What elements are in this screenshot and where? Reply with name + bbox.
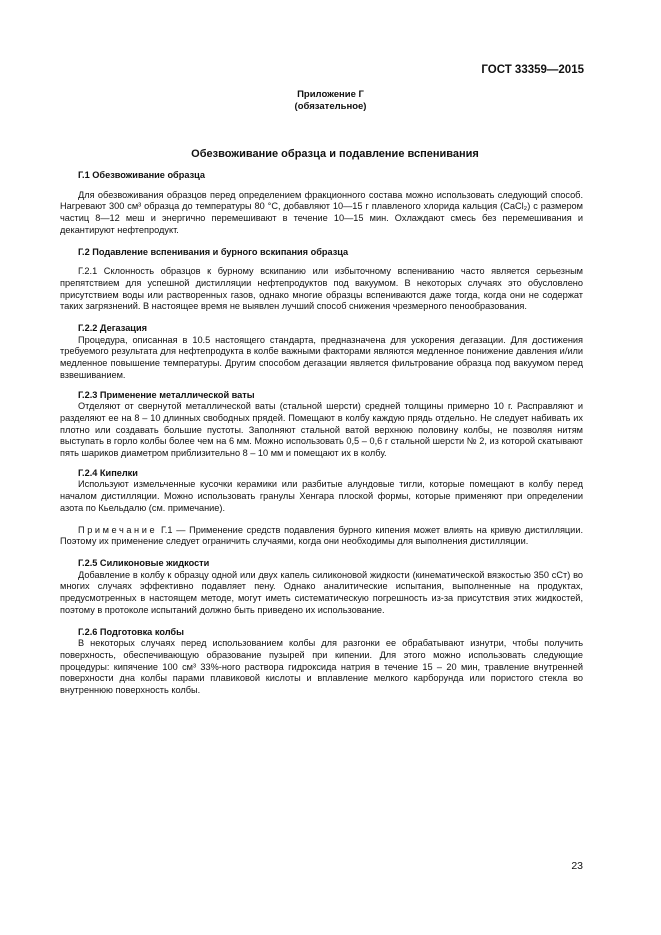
section-text-g25: Добавление в колбу к образцу одной или двух капель силиконовой жидкости (кинематической вязкостью 350 cСт) во многих случаях эффективно подавляет пену. Однако аналитические испытания, выполненные на продуктах, предусмотренных в настоящем методе, могут иметь систематическую погрешность из-за присутствия этих жидкостей, поэтому в протоколе испытаний должно быть приведено их использование. [60, 569, 583, 615]
section-heading-g26: Г.2.6 Подготовка колбы [78, 626, 184, 637]
annex-title: Приложение Г [297, 89, 364, 100]
annex-status: (обязательное) [294, 100, 367, 112]
section-text-g1: Для обезвоживания образцов перед определением фракционного состава можно использовать следующий способ. Нагревают 300 см³ образца до температуры 80 °C, добавляют 10—15 г плавленого хлорида кальция (CaCl₂) с размером частиц 8—12 меш и энергично перемешивают в течение 10—15 мин. Охлаждают смесь без перемешивания и декантируют нефтепродукт. [60, 189, 583, 235]
section-heading-g25: Г.2.5 Силиконовые жидкости [78, 557, 210, 568]
section-heading-g23: Г.2.3 Применение металлической ваты [78, 389, 255, 400]
section-heading-g2: Г.2 Подавление вспенивания и бурного вскипания образца [78, 246, 349, 257]
section-heading-g1: Г.1 Обезвоживание образца [78, 170, 206, 180]
note-label: Примечание [78, 524, 158, 535]
main-title: Обезвоживание образца и подавление вспенивания [191, 148, 479, 160]
note-text: Г.1 — Применение средств подавления бурного кипения может влиять на кривую дистилляции. Поэтому их применение следует ограничить случаями, когда они необходимы для выполнения дистилляции. [60, 524, 583, 547]
section-heading-g24: Г.2.4 Кипелки [78, 467, 138, 478]
section-heading-g22: Г.2.2 Дегазация [78, 323, 147, 334]
section-text-g21: Г.2.1 Склонность образцов к бурному вскипанию или избыточному вспениванию часто является серьезным препятствием для успешной дистилляции нефтепродуктов под вакуумом. В некоторых случаях это обусловлено присутствием воды или растворенных газов, однако многие образцы вспениваются даже тогда, когда они не содержат таких загрязнений. В настоящее время не выявлен лучший способ снижения чрезмерного пенообразования. [60, 266, 583, 312]
section-text-g24: Используют измельченные кусочки керамики или разбитые алундовые тигли, которые помещают в колбу перед началом дистилляции. Можно использовать гранулы Хенгара плоской формы, которые применяют при определении азота по Кьельдалю (см. примечание). [60, 479, 583, 513]
document-body [60, 170, 583, 697]
document-code: ГОСТ 33359—2015 [481, 64, 584, 76]
note-g24 [60, 525, 583, 548]
section-text-g23: Отделяют от свернутой металлической ваты (стальной шерсти) средней толщины примерно 10 г. Расправляют и разделяют ее на 8 – 10 длинных свободных прядей. Помещают в колбу каждую прядь отдельно. Не следует набивать их плотно или создавать большие пустоты. Заполняют стальной ватой верхнюю половину колбы, не позволяя нитям выступать в горло колбы более чем на 6 мм. Можно использовать 0,5 – 0,6 г стальной шерсти № 2, из которой скатывают пять шариков диаметром приблизительно 8 – 10 мм и помещают их в колбу. [60, 401, 583, 459]
section-text-g22: Процедура, описанная в 10.5 настоящего стандарта, предназначена для ускорения дегазации. Для достижения требуемого результата для нефтепродукта в колбе важными факторами являются медленное понижение давления и/или медленное повышение температуры. Другим способом дегазации является фильтрование образца под вакуумом перед взвешиванием. [60, 334, 583, 380]
page-number: 23 [571, 860, 583, 872]
annex-heading [0, 89, 661, 112]
section-text-g26: В некоторых случаях перед использованием колбы для разгонки ее обрабатывают изнутри, чтобы получить поверхность, обеспечивающую образование пузырей при кипении. Для этого можно использовать следующие процедуры: кипячение 100 см³ 33%-ного раствора гидроксида натрия в течение 15 – 20 мин, травление внутренней поверхности дна колбы парами плавиковой кислоты и вплавление мелкого карборунда или пористого стекла во внутреннюю поверхность колбы. [60, 638, 583, 696]
